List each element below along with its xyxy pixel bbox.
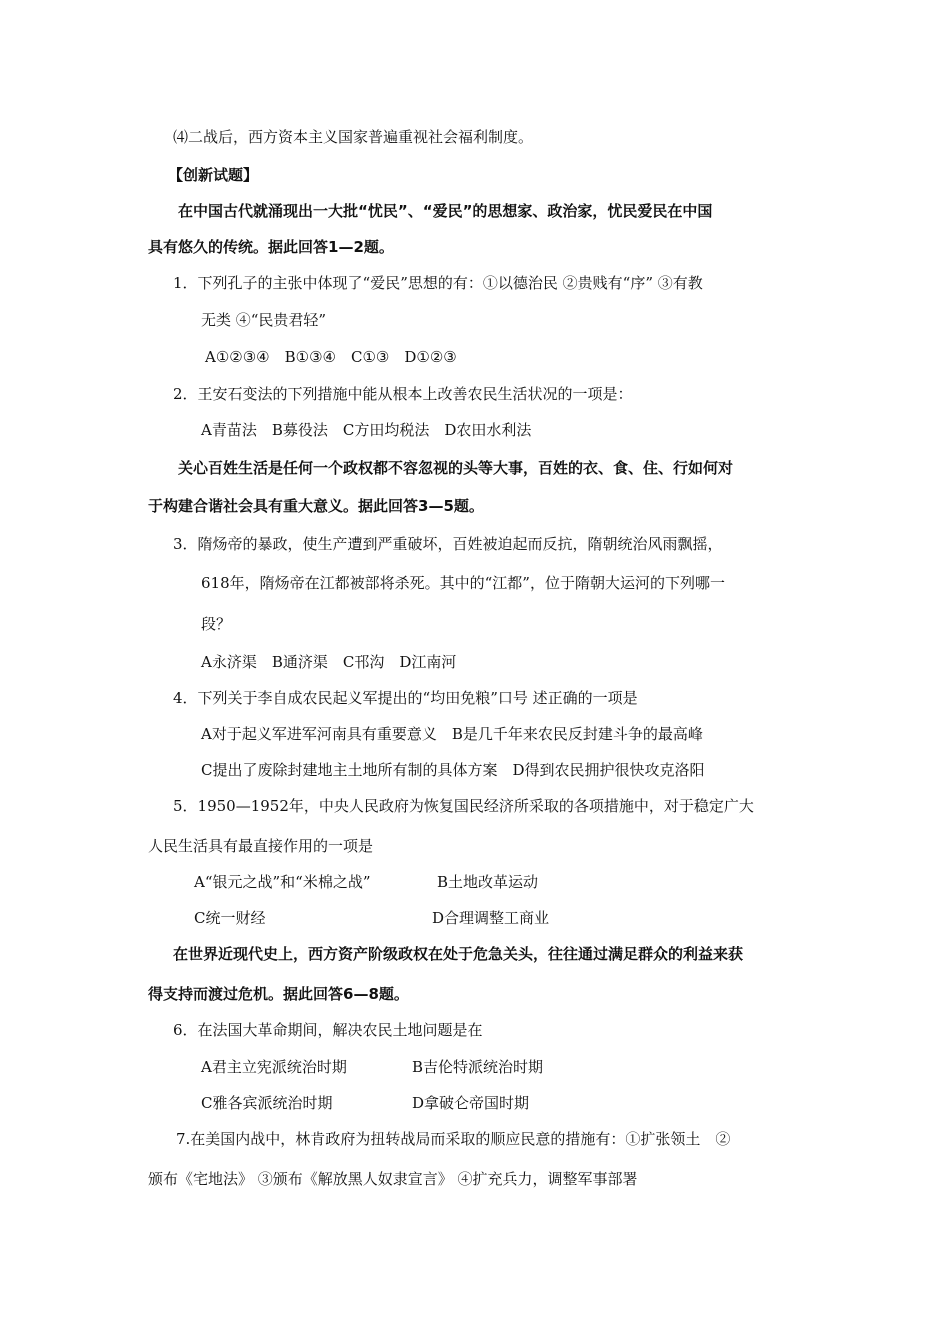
section-title: 【创新试题】 [168,166,259,184]
group-lead-line: 关心百姓生活是任何一个政权都不容忽视的头等大事，百姓的衣、食、住、行如何对 [178,459,734,477]
question-7-line: 7.在美国内战中，林肯政府为扭转战局而采取的顺应民意的措施有：①扩张领土 ② [176,1130,731,1148]
question-6-option: C雅各宾派统治时期 [201,1094,333,1112]
group-lead-line: 具有悠久的传统。据此回答1—2题。 [148,238,394,256]
question-3-options: A永济渠 B通济渠 C邗沟 D江南河 [201,653,457,671]
question-2-line: 2．王安石变法的下列措施中能从根本上改善农民生活状况的一项是： [173,385,633,403]
question-6-option: A君主立宪派统治时期 [201,1058,347,1076]
intro-line: ⑷二战后，西方资本主义国家普遍重视社会福利制度。 [173,128,534,146]
question-5-option: B土地改革运动 [437,873,539,891]
group-lead-line: 得支持而渡过危机。据此回答6—8题。 [148,985,409,1003]
question-6-line: 6．在法国大革命期间，解决农民土地问题是在 [173,1021,483,1039]
group-lead-line: 在中国古代就涌现出一大批“忧民”、“爱民”的思想家、政治家，忧民爱民在中国 [178,202,713,220]
question-7-line: 颁布《宅地法》 ③颁布《解放黑人奴隶宣言》 ④扩充兵力，调整军事部署 [148,1170,638,1188]
question-1-line: 无类 ④“民贵君轻” [201,311,327,329]
question-5-line: 人民生活具有最直接作用的一项是 [148,837,374,855]
question-5-option: A“银元之战”和“米棉之战” [194,873,371,891]
question-1-options: A①②③④ B①③④ C①③ D①②③ [205,348,457,366]
question-3-line: 段？ [201,615,232,633]
question-4-options: C提出了废除封建地主土地所有制的具体方案 D得到农民拥护很快攻克洛阳 [201,761,705,779]
question-6-option: B吉伦特派统治时期 [412,1058,544,1076]
question-5-option: D合理调整工商业 [432,909,550,927]
question-6-option: D拿破仑帝国时期 [412,1094,530,1112]
question-4-options: A对于起义军进军河南具有重要意义 B是几千年来农民反封建斗争的最高峰 [201,725,703,743]
question-5-line: 5．1950—1952年，中央人民政府为恢复国民经济所采取的各项措施中，对于稳定广大 [173,797,754,815]
question-3-line: 618年，隋炀帝在江都被部将杀死。其中的“江都”，位于隋朝大运河的下列哪一 [201,574,725,592]
question-1-line: 1．下列孔子的主张中体现了“爱民”思想的有：①以德治民 ②贵贱有“序” ③有教 [173,274,703,292]
question-3-line: 3．隋炀帝的暴政，使生产遭到严重破坏，百姓被迫起而反抗，隋朝统治风雨飘摇， [173,535,723,553]
group-lead-line: 于构建合谐社会具有重大意义。据此回答3—5题。 [148,497,484,515]
question-5-option: C统一财经 [194,909,266,927]
question-4-line: 4．下列关于李自成农民起义军提出的“均田免粮”口号 述正确的一项是 [173,689,638,707]
group-lead-line: 在世界近现代史上，西方资产阶级政权在处于危急关头，往往通过满足群众的利益来获 [173,945,744,963]
question-2-options: A青苗法 B募役法 C方田均税法 D农田水利法 [201,421,532,439]
